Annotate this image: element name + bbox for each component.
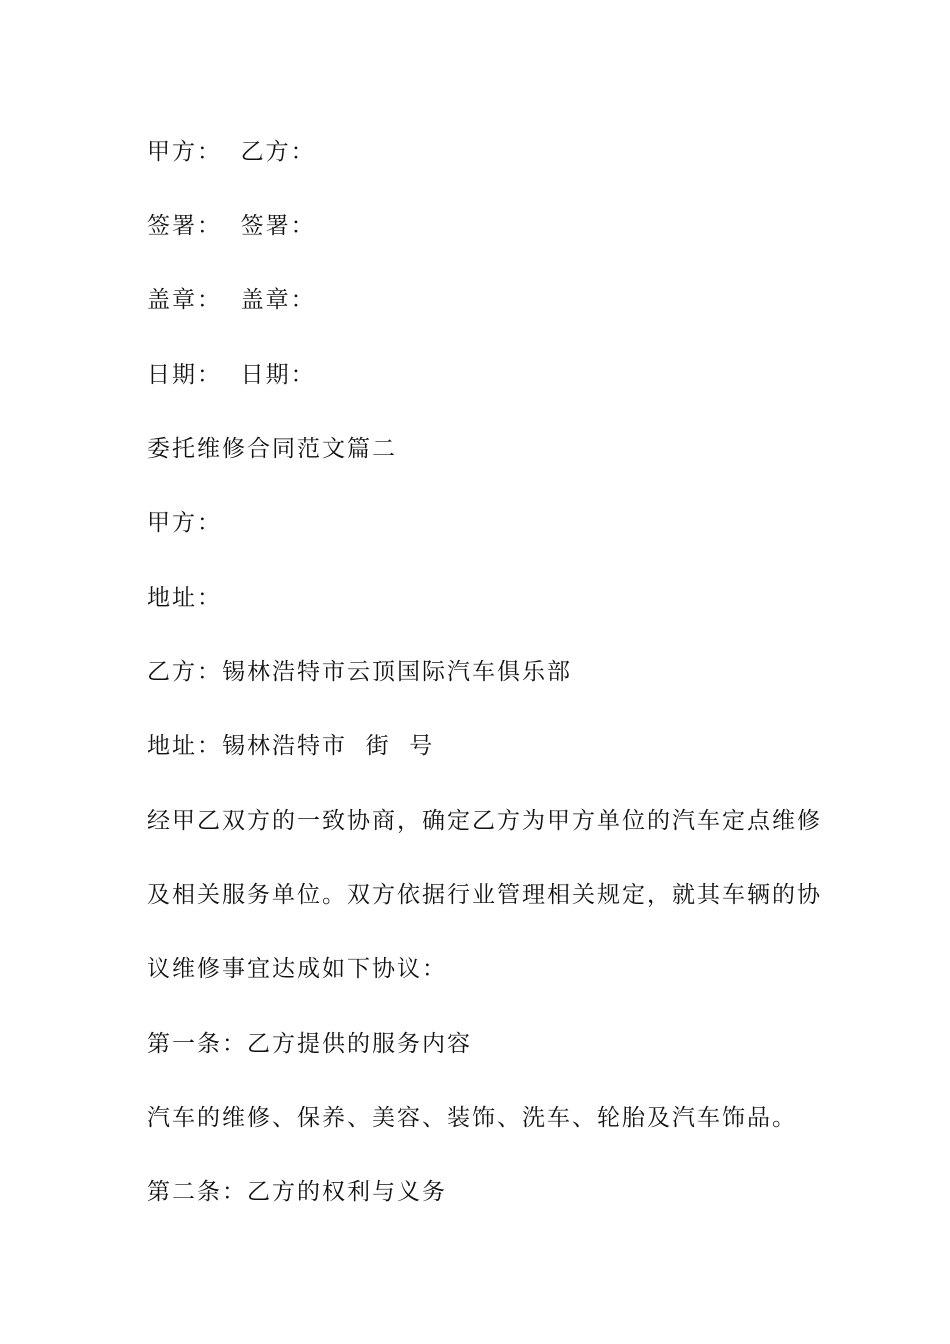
article-body: 汽车的维修、保养、美容、装饰、洗车、轮胎及汽车饰品。 <box>147 1105 797 1131</box>
section-title: 委托维修合同范文篇二 <box>147 436 397 462</box>
party-a-label: 甲方： <box>147 510 222 536</box>
party-b-address: 地址：锡林浩特市 街 号 <box>147 733 435 759</box>
party-b-label: 乙方：锡林浩特市云顶国际汽车俱乐部 <box>147 659 572 685</box>
article-heading: 第一条：乙方提供的服务内容 <box>147 1031 472 1057</box>
article-heading: 第二条：乙方的权利与义务 <box>147 1179 447 1205</box>
signature-party-row: 甲方： 乙方： <box>147 139 316 165</box>
body-paragraph-line: 经甲乙双方的一致协商，确定乙方为甲方单位的汽车定点维修 <box>147 808 822 834</box>
signature-sign-row: 签署： 签署： <box>147 213 316 239</box>
party-a-address: 地址： <box>147 585 222 611</box>
signature-date-row: 日期： 日期： <box>147 362 316 388</box>
signature-seal-row: 盖章： 盖章： <box>147 287 316 313</box>
body-paragraph-line: 及相关服务单位。双方依据行业管理相关规定，就其车辆的协 <box>147 882 822 908</box>
body-paragraph-line: 议维修事宜达成如下协议： <box>147 956 447 982</box>
